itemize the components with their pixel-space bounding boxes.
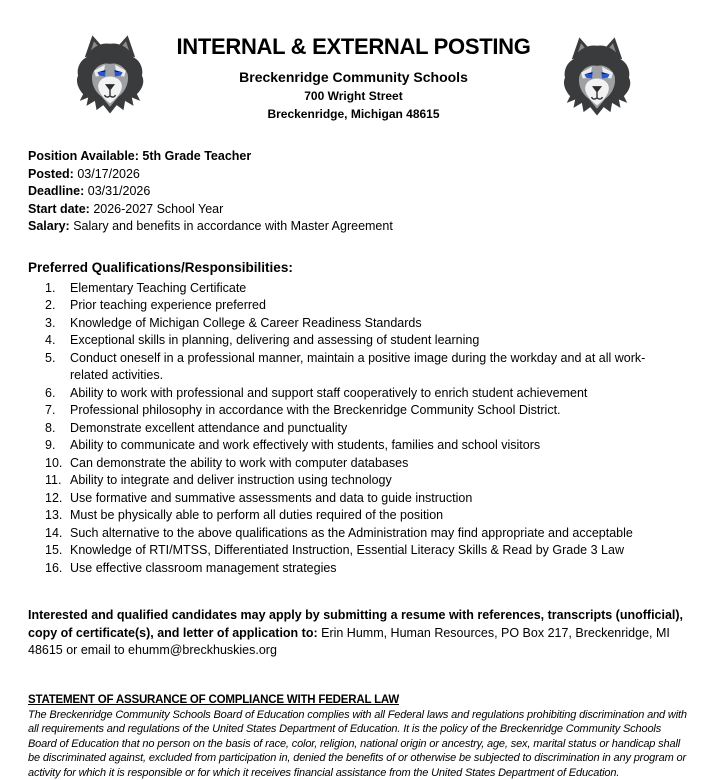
qualification-item: Ability to work with professional and support staff cooperatively to enrich student achievement — [28, 385, 676, 403]
school-address-street: 700 Wright Street — [152, 90, 555, 103]
qualification-item: Such alternative to the above qualifications as the Administration may find appropriate and acceptable — [28, 525, 676, 543]
qualification-item: Ability to communicate and work effectively with students, families and school visitors — [28, 437, 676, 455]
header-text-block — [152, 26, 555, 121]
school-address-city: Breckenridge, Michigan 48615 — [152, 108, 555, 121]
posted-value: 03/17/2026 — [77, 167, 140, 181]
assurance-section — [28, 694, 689, 780]
deadline-label: Deadline: — [28, 184, 84, 198]
apply-instructions-contact: Erin Humm, Human Resources, PO Box 217, Breckenridge, MI 48615 or email to ehumm@breckhuskies.org — [28, 626, 670, 658]
header — [28, 26, 689, 122]
school-name: Breckenridge Community Schools — [152, 69, 555, 85]
assurance-heading: STATEMENT OF ASSURANCE OF COMPLIANCE WITH FEDERAL LAW — [28, 694, 689, 706]
posted-label: Posted: — [28, 167, 74, 181]
position-details — [28, 148, 689, 236]
deadline-row — [28, 183, 689, 201]
qualifications-heading: Preferred Qualifications/Responsibilities: — [28, 260, 689, 275]
qualification-item: Elementary Teaching Certificate — [28, 280, 676, 298]
deadline-value: 03/31/2026 — [88, 184, 151, 198]
salary-label: Salary: — [28, 219, 70, 233]
qualification-item: Professional philosophy in accordance with the Breckenridge Community School District. — [28, 402, 676, 420]
qualification-item: Use effective classroom management strategies — [28, 560, 676, 578]
posting-title: INTERNAL & EXTERNAL POSTING — [152, 34, 555, 60]
position-available-value: 5th Grade Teacher — [142, 149, 251, 163]
apply-instructions-bold: Interested and qualified candidates may apply by submitting a resume with references, transcripts (unofficial), copy of certificate(s), and letter of application to: — [28, 608, 683, 640]
qualification-item: Conduct oneself in a professional manner, maintain a positive image during the workday and at all work-related activities. — [28, 350, 676, 385]
salary-row — [28, 218, 689, 236]
qualification-item: Exceptional skills in planning, delivering and assessing of student learning — [28, 332, 676, 350]
husky-wolf-logo-icon — [68, 28, 152, 120]
start-date-row — [28, 201, 689, 219]
salary-value: Salary and benefits in accordance with Master Agreement — [73, 219, 393, 233]
qualification-item: Must be physically able to perform all duties required of the position — [28, 507, 676, 525]
start-date-value: 2026-2027 School Year — [93, 202, 223, 216]
position-available-row — [28, 148, 689, 166]
apply-instructions — [28, 607, 689, 660]
qualification-item: Can demonstrate the ability to work with computer databases — [28, 455, 676, 473]
husky-wolf-logo-icon — [555, 30, 639, 122]
qualification-item: Ability to integrate and deliver instruction using technology — [28, 472, 676, 490]
qualification-item: Knowledge of RTI/MTSS, Differentiated Instruction, Essential Literacy Skills & Read by Grade 3 Law — [28, 542, 676, 560]
position-available-label: Position Available: — [28, 149, 139, 163]
qualifications-section — [28, 260, 689, 578]
start-date-label: Start date: — [28, 202, 90, 216]
qualification-item: Prior teaching experience preferred — [28, 297, 676, 315]
qualifications-list — [28, 280, 689, 578]
posted-row — [28, 166, 689, 184]
qualification-item: Knowledge of Michigan College & Career Readiness Standards — [28, 315, 676, 333]
qualification-item: Use formative and summative assessments and data to guide instruction — [28, 490, 676, 508]
qualification-item: Demonstrate excellent attendance and punctuality — [28, 420, 676, 438]
assurance-body: The Breckenridge Community Schools Board of Education complies with all Federal laws and regulations prohibiting discrimination and with all requirements and regulations of the United States Department of Education. It is the policy of the Breckenridge Community Schools Board of Education that no person on the basis of race, color, religion, national origin or ancestry, age, sex, marital status or handicap shall be discriminated against, excluded from participation in, denied the benefits of or otherwise be subjected to discrimination in any program or activity for which it is responsible or for which it receives financial assistance from the United States Department of Education. — [28, 708, 689, 780]
